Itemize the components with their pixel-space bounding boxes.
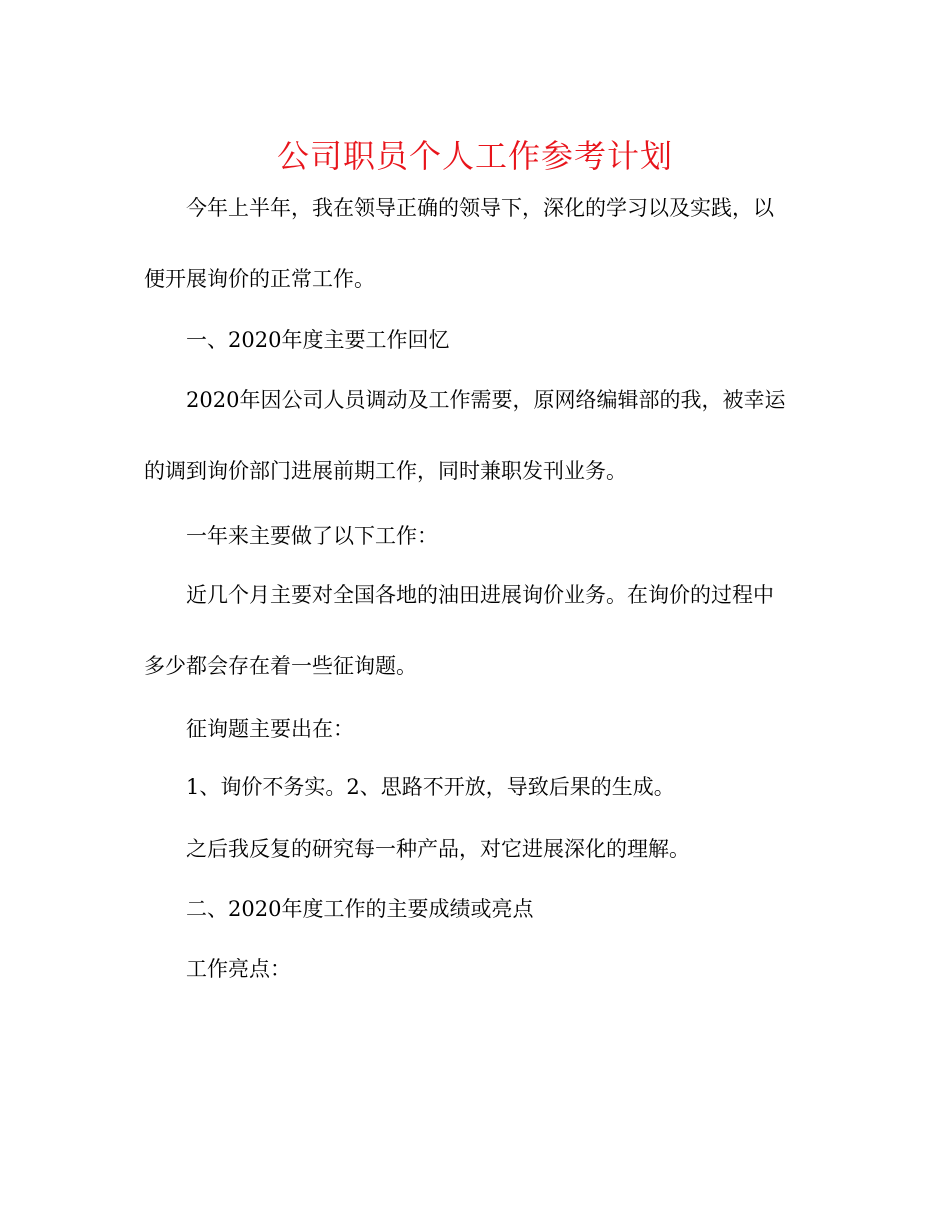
paragraph-line: 征询题主要出在： (186, 717, 354, 741)
document-title: 公司职员个人工作参考计划 (276, 137, 673, 175)
paragraph-line: 近几个月主要对全国各地的油田进展询价业务。在询价的过程中 (186, 583, 774, 607)
paragraph-line: 2020年因公司人员调动及工作需要，原网络编辑部的我，被幸运 (186, 388, 786, 412)
paragraph-line: 之后我反复的研究每一种产品，对它进展深化的理解。 (186, 837, 690, 861)
paragraph-line: 便开展询价的正常工作。 (144, 267, 375, 291)
paragraph-line: 的调到询价部门进展前期工作，同时兼职发刊业务。 (144, 459, 627, 483)
section-heading: 二、2020年度工作的主要成绩或亮点 (186, 897, 534, 921)
paragraph-line: 一年来主要做了以下工作： (186, 524, 438, 548)
paragraph-line: 今年上半年，我在领导正确的领导下，深化的学习以及实践，以 (186, 196, 774, 220)
paragraph-line: 多少都会存在着一些征询题。 (144, 654, 417, 678)
paragraph-line: 工作亮点： (186, 957, 291, 981)
section-heading: 一、2020年度主要工作回忆 (186, 328, 450, 352)
paragraph-line: 1、询价不务实。2、思路不开放，导致后果的生成。 (186, 775, 675, 799)
